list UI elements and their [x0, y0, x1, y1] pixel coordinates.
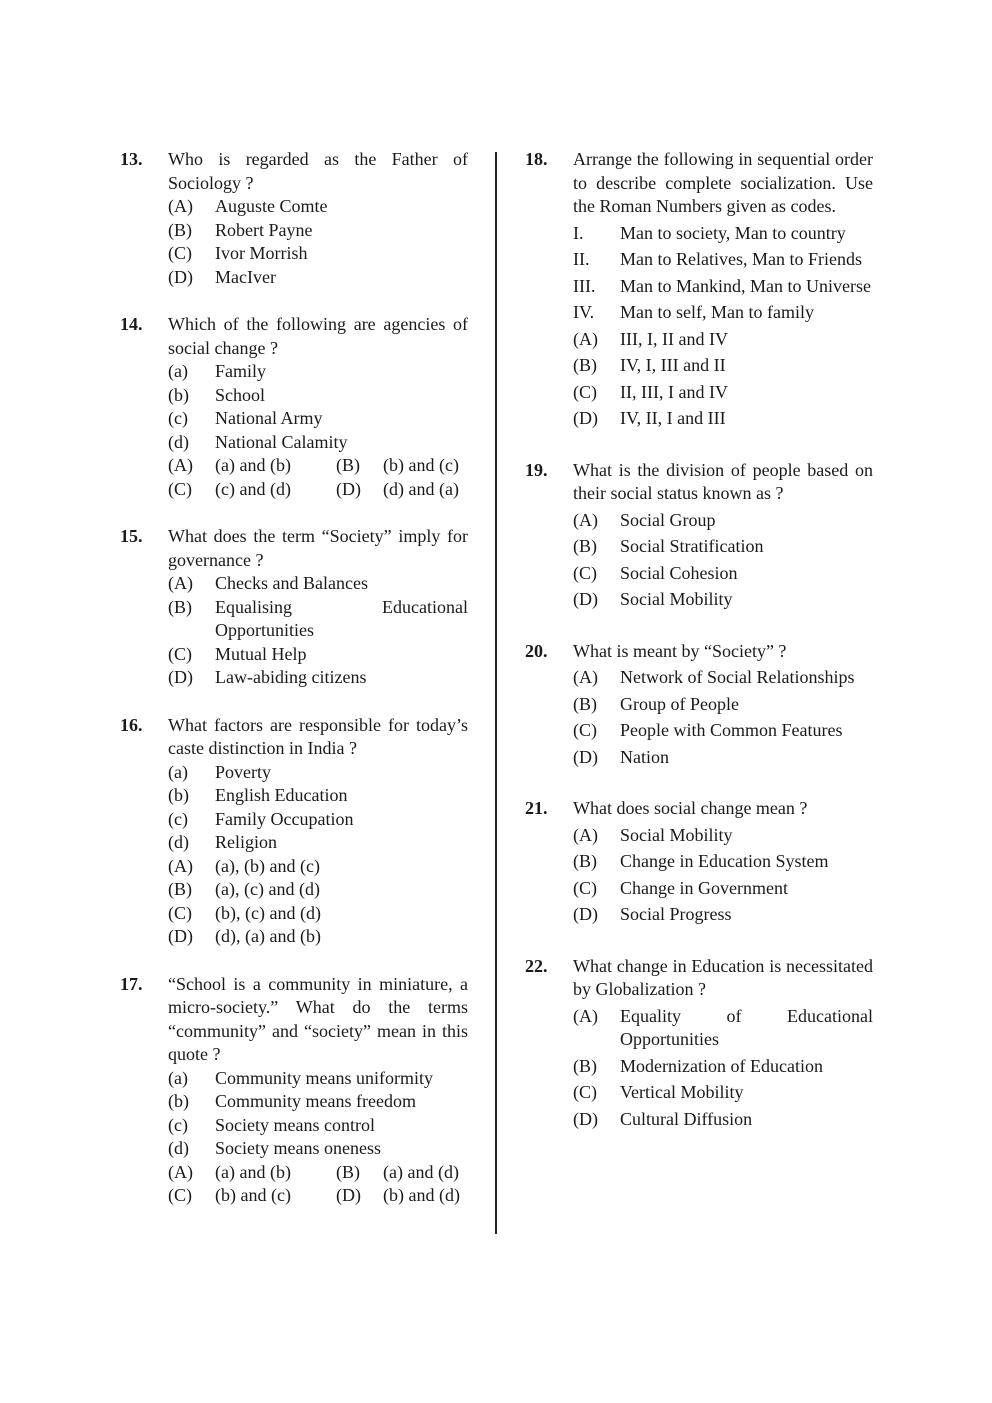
option-row — [168, 1161, 468, 1185]
option-label: (B) — [168, 596, 192, 617]
option-label: (C) — [573, 877, 597, 898]
option-text: Ivor Morrish — [215, 243, 308, 263]
option-d[interactable] — [573, 407, 873, 431]
question-text: What factors are responsible for today’s caste distinction in India ? — [168, 714, 468, 758]
option-label: (C) — [573, 1082, 597, 1102]
question-number: 16. — [120, 714, 143, 735]
question-21 — [525, 797, 873, 927]
option-label: (B) — [573, 355, 597, 375]
question-number: 20. — [525, 640, 548, 661]
item-b — [168, 1090, 468, 1114]
question-17 — [120, 973, 468, 1208]
option-label: (A) — [573, 1005, 598, 1026]
option-text: Social Cohesion — [620, 562, 738, 583]
option-row — [168, 454, 468, 478]
option-label: (A) — [168, 573, 193, 593]
option-text: II, III, I and IV — [620, 381, 728, 402]
item-label: (a) — [168, 1067, 188, 1088]
item-label: IV. — [573, 302, 595, 322]
option-label: (D) — [168, 667, 193, 687]
option-label: (C) — [168, 243, 192, 263]
option-d[interactable] — [573, 746, 873, 770]
question-text: What is meant by “Society” ? — [573, 640, 787, 661]
option-label: (B) — [168, 219, 192, 240]
item-label: (b) — [168, 384, 189, 405]
option-text: Social Mobility — [620, 589, 733, 609]
option-a[interactable] — [573, 328, 873, 352]
right-column — [525, 148, 873, 1131]
option-label: (B) — [168, 879, 192, 899]
item-d — [168, 431, 468, 455]
item-text: English Education — [215, 785, 348, 805]
option-text: Equality of Educational Opportunities — [620, 1005, 873, 1049]
item-text: Man to Relatives, Man to Friends — [620, 249, 862, 269]
item-d — [168, 831, 468, 855]
option-a[interactable] — [573, 666, 873, 690]
option-c-text[interactable]: (c) and (d) — [215, 478, 291, 499]
option-text: (a), (c) and (d) — [215, 879, 320, 899]
item-label: (c) — [168, 808, 188, 829]
option-text: Change in Government — [620, 877, 788, 898]
option-text: Checks and Balances — [215, 573, 368, 593]
option-b[interactable] — [573, 535, 873, 559]
question-number: 22. — [525, 955, 548, 976]
option-label: (C) — [168, 643, 192, 664]
option-label: (D) — [573, 1108, 598, 1129]
option-c-label[interactable]: (C) — [168, 1185, 192, 1205]
option-text: IV, I, III and II — [620, 355, 726, 375]
option-b[interactable] — [168, 219, 468, 243]
option-d-text[interactable]: (b) and (d) — [383, 1185, 460, 1205]
option-label: (D) — [573, 408, 598, 428]
option-text: IV, II, I and III — [620, 408, 726, 428]
option-b[interactable] — [168, 596, 468, 643]
option-label: (A) — [573, 328, 598, 349]
option-text: Auguste Comte — [215, 196, 328, 216]
option-label: (C) — [573, 562, 597, 583]
option-b[interactable] — [573, 850, 873, 874]
item-a — [168, 360, 468, 384]
option-label: (D) — [573, 904, 598, 924]
option-text: Social Progress — [620, 904, 732, 924]
left-column — [120, 148, 468, 1208]
option-label: (A) — [573, 824, 598, 845]
option-label: (B) — [573, 536, 597, 556]
item-label: (b) — [168, 785, 189, 805]
item-iv — [573, 301, 873, 325]
option-text: People with Common Features — [620, 720, 843, 740]
option-c[interactable] — [573, 877, 873, 901]
item-text: Community means freedom — [215, 1091, 416, 1111]
option-text: Law-abiding citizens — [215, 667, 367, 687]
question-number: 19. — [525, 459, 548, 480]
option-text: Vertical Mobility — [620, 1082, 744, 1102]
option-b-label[interactable]: (B) — [336, 1161, 360, 1182]
item-ii — [573, 248, 873, 272]
item-label: (d) — [168, 832, 189, 852]
option-d-text[interactable]: (d) and (a) — [383, 478, 459, 499]
item-label: (d) — [168, 1138, 189, 1158]
option-a[interactable] — [168, 572, 468, 596]
question-19 — [525, 459, 873, 612]
option-b-text[interactable]: (a) and (d) — [383, 1161, 459, 1182]
option-d[interactable] — [573, 1108, 873, 1132]
option-text: MacIver — [215, 266, 276, 287]
question-text: Arrange the following in sequential order to describe complete socialization. Use the Roman Numbers given as codes. — [573, 149, 873, 216]
option-label: (A) — [168, 855, 193, 876]
option-label: (A) — [573, 667, 598, 687]
option-text: Cultural Diffusion — [620, 1108, 753, 1129]
item-b — [168, 384, 468, 408]
question-16 — [120, 714, 468, 949]
option-text: Social Mobility — [620, 824, 733, 845]
question-number: 14. — [120, 314, 143, 334]
option-d-label[interactable]: (D) — [336, 1185, 361, 1205]
option-a[interactable] — [573, 509, 873, 533]
option-c[interactable] — [573, 1081, 873, 1105]
item-b — [168, 784, 468, 808]
item-text: National Calamity — [215, 431, 348, 452]
option-text: Mutual Help — [215, 643, 307, 664]
option-a[interactable] — [168, 855, 468, 879]
option-text: (d), (a) and (b) — [215, 926, 321, 946]
option-text: Change in Education System — [620, 851, 829, 871]
option-c[interactable] — [168, 242, 468, 266]
option-d[interactable] — [573, 588, 873, 612]
option-b[interactable] — [573, 354, 873, 378]
option-text: Nation — [620, 746, 669, 767]
question-text: Which of the following are agencies of social change ? — [168, 314, 468, 358]
option-c[interactable] — [573, 562, 873, 586]
item-text: Man to Mankind, Man to Universe — [620, 275, 871, 296]
question-20 — [525, 640, 873, 770]
option-d[interactable] — [168, 666, 468, 690]
option-label: (A) — [168, 196, 193, 216]
option-label: (B) — [573, 1055, 597, 1076]
item-text: Man to society, Man to country — [620, 222, 846, 243]
option-text: Equalising Educational Opportunities — [215, 596, 468, 640]
option-c[interactable] — [573, 719, 873, 743]
item-text: National Army — [215, 408, 323, 428]
option-text: Modernization of Education — [620, 1055, 823, 1076]
item-label: I. — [573, 222, 584, 243]
item-label: III. — [573, 275, 596, 296]
item-label: (a) — [168, 361, 188, 381]
question-number: 13. — [120, 149, 143, 169]
question-15 — [120, 525, 468, 690]
option-a-label[interactable]: (A) — [168, 455, 193, 475]
item-text: Society means control — [215, 1114, 375, 1135]
question-18 — [525, 148, 873, 431]
option-row — [168, 478, 468, 502]
option-label: (D) — [168, 266, 193, 287]
option-text: Network of Social Relationships — [620, 667, 855, 687]
option-a-text[interactable]: (a) and (b) — [215, 455, 291, 475]
option-text: III, I, II and IV — [620, 328, 728, 349]
question-text: What does social change mean ? — [573, 798, 808, 818]
item-iii — [573, 275, 873, 299]
option-c-text[interactable]: (b) and (c) — [215, 1185, 291, 1205]
question-text: Who is regarded as the Father of Sociology ? — [168, 149, 468, 193]
question-number: 17. — [120, 973, 143, 994]
option-b[interactable] — [168, 878, 468, 902]
question-text: “School is a community in miniature, a micro-society.” What do the terms “community” and “society” mean in this quote ? — [168, 973, 468, 1064]
option-b[interactable] — [573, 1055, 873, 1079]
option-text: Social Group — [620, 509, 716, 530]
option-label: (B) — [573, 693, 597, 714]
option-label: (C) — [573, 381, 597, 402]
question-22 — [525, 955, 873, 1132]
question-number: 15. — [120, 526, 143, 546]
item-text: Man to self, Man to family — [620, 302, 814, 322]
item-c — [168, 808, 468, 832]
option-a[interactable] — [168, 195, 468, 219]
option-text: (b), (c) and (d) — [215, 902, 321, 923]
option-label: (C) — [573, 720, 597, 740]
option-a-text[interactable]: (a) and (b) — [215, 1161, 291, 1182]
option-c-label[interactable]: (C) — [168, 478, 192, 499]
item-text: Community means uniformity — [215, 1067, 433, 1088]
option-a[interactable] — [573, 1005, 873, 1052]
item-label: (d) — [168, 431, 189, 452]
item-label: II. — [573, 249, 590, 269]
item-c — [168, 407, 468, 431]
question-number: 21. — [525, 798, 548, 818]
question-13 — [120, 148, 468, 289]
item-label: (c) — [168, 1114, 188, 1135]
option-text: Robert Payne — [215, 219, 313, 240]
option-label: (D) — [573, 589, 598, 609]
option-label: (D) — [573, 746, 598, 767]
option-b[interactable] — [573, 693, 873, 717]
item-text: Poverty — [215, 761, 271, 782]
option-b-text[interactable]: (b) and (c) — [383, 455, 459, 475]
option-label: (D) — [168, 926, 193, 946]
option-label: (A) — [573, 509, 598, 530]
item-label: (a) — [168, 761, 188, 782]
option-label: (B) — [573, 851, 597, 871]
option-text: Group of People — [620, 693, 739, 714]
item-label: (c) — [168, 408, 188, 428]
option-text: (a), (b) and (c) — [215, 855, 320, 876]
item-text: Family Occupation — [215, 808, 354, 829]
option-d-label[interactable]: (D) — [336, 478, 361, 499]
question-14 — [120, 313, 468, 501]
item-a — [168, 1067, 468, 1091]
column-divider — [495, 152, 497, 1234]
item-d — [168, 1137, 468, 1161]
option-d[interactable] — [573, 903, 873, 927]
option-a[interactable] — [573, 824, 873, 848]
item-a — [168, 761, 468, 785]
question-number: 18. — [525, 149, 548, 169]
option-b-label[interactable]: (B) — [336, 455, 360, 475]
item-text: Society means oneness — [215, 1138, 381, 1158]
option-c[interactable] — [168, 902, 468, 926]
item-label: (b) — [168, 1091, 189, 1111]
item-text: Religion — [215, 832, 277, 852]
item-c — [168, 1114, 468, 1138]
question-text: What is the division of people based on their social status known as ? — [573, 459, 873, 503]
option-row — [168, 1184, 468, 1208]
option-a-label[interactable]: (A) — [168, 1161, 193, 1182]
option-text: Social Stratification — [620, 536, 764, 556]
option-label: (C) — [168, 902, 192, 923]
option-c[interactable] — [168, 643, 468, 667]
item-text: Family — [215, 361, 267, 381]
question-text: What does the term “Society” imply for governance ? — [168, 526, 468, 570]
item-i — [573, 222, 873, 246]
option-d[interactable] — [168, 266, 468, 290]
question-text: What change in Education is necessitated by Globalization ? — [573, 955, 873, 999]
option-d[interactable] — [168, 925, 468, 949]
option-c[interactable] — [573, 381, 873, 405]
item-text: School — [215, 384, 266, 405]
